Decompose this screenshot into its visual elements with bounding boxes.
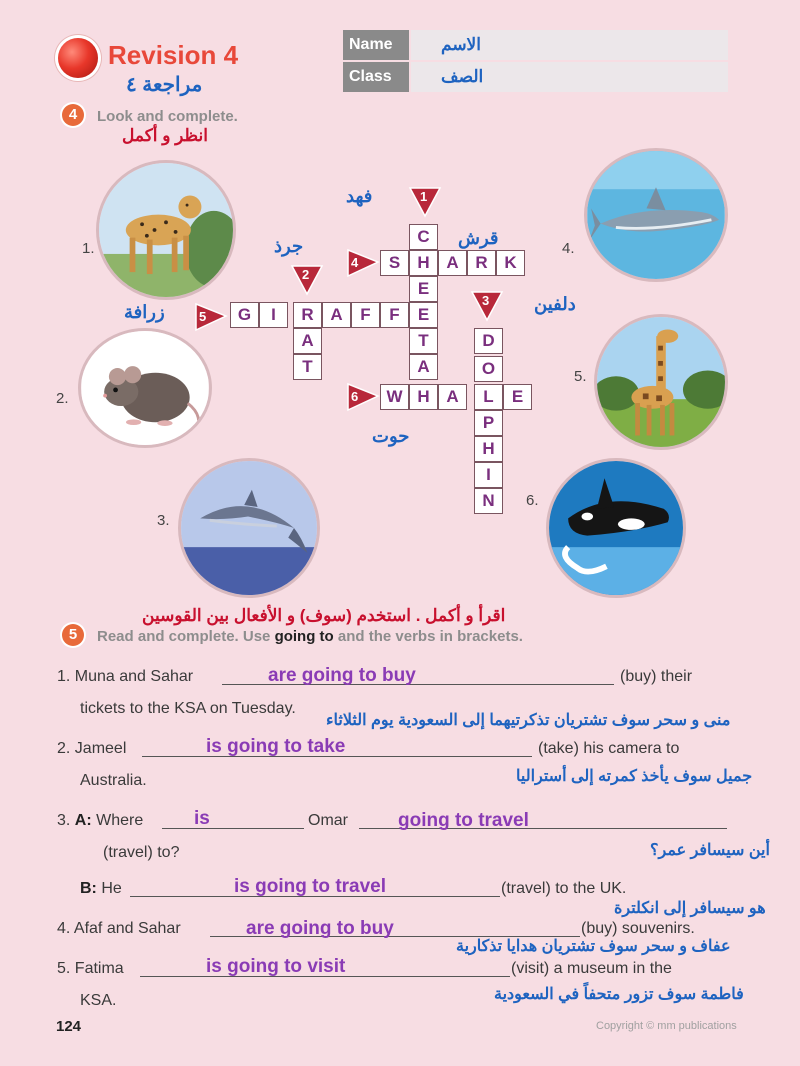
item-2-tail: (take) his camera to: [538, 740, 680, 757]
instruction-pre: Read and complete. Use: [97, 628, 275, 645]
instruction-post: and the verbs in brackets.: [333, 628, 523, 645]
grid-cell[interactable]: T: [293, 354, 322, 380]
label-giraffe-arabic: زرافة: [124, 302, 165, 322]
grid-cell[interactable]: E: [503, 384, 532, 410]
item-5-lead: 5. Fatima: [57, 960, 124, 977]
item-4-lead: 4. Afaf and Sahar: [57, 920, 181, 937]
grid-cell[interactable]: A: [438, 384, 467, 410]
grid-cell[interactable]: G: [230, 302, 259, 328]
cheetah-picture: [96, 160, 236, 300]
item-3b-tail: (travel) to the UK.: [501, 880, 627, 897]
grid-cell[interactable]: A: [438, 250, 467, 276]
grid-cell[interactable]: N: [474, 488, 503, 514]
grid-cell[interactable]: E: [409, 276, 438, 302]
item-2-lead: 2. Jameel: [57, 740, 127, 757]
rat-icon: [81, 331, 209, 445]
item-3a-translation: أين سيسافر عمر؟: [650, 842, 770, 859]
class-label: Class: [343, 62, 409, 92]
item-3a-answer-1[interactable]: is: [194, 808, 210, 829]
exercise-5-instruction-arabic: اقرأ و أكمل . استخدم (سوف) و الأفعال بين القوسين: [142, 606, 506, 625]
page-number: 124: [56, 1018, 82, 1035]
exercise-4-instruction: Look and complete.: [97, 108, 238, 125]
grid-cell[interactable]: E: [409, 302, 438, 328]
grid-cell[interactable]: L: [474, 384, 503, 410]
item-3-speaker-a: A:: [74, 812, 92, 829]
dolphin-icon: [181, 461, 317, 595]
grid-cell[interactable]: W: [380, 384, 409, 410]
item-2-answer[interactable]: is going to take: [206, 736, 346, 757]
name-row: [343, 30, 728, 60]
item-1-answer[interactable]: are going to buy: [268, 665, 416, 686]
item-5-line2: KSA.: [80, 992, 117, 1009]
grid-cell[interactable]: I: [259, 302, 288, 328]
label-whale-arabic: حوت: [372, 426, 410, 446]
grid-cell[interactable]: R: [467, 250, 496, 276]
picture-number-3: 3.: [157, 512, 170, 529]
picture-number-6: 6.: [526, 492, 539, 509]
item-5-answer[interactable]: is going to visit: [206, 956, 346, 977]
giraffe-icon: [597, 317, 725, 447]
item-4-translation: عفاف و سحر سوف تشتريان هدايا تذكارية: [456, 938, 731, 955]
clue-number-6: 6: [351, 389, 359, 404]
grid-cell[interactable]: K: [496, 250, 525, 276]
grid-cell[interactable]: O: [474, 356, 503, 382]
instruction-bold: going to: [274, 628, 334, 645]
giraffe-picture: [594, 314, 728, 450]
item-3b-answer[interactable]: is going to travel: [234, 876, 387, 897]
shark-picture: [584, 148, 728, 282]
clue-number-5: 5: [199, 309, 207, 324]
shark-icon: [587, 151, 725, 279]
exercise-5-instruction: [97, 628, 523, 645]
grid-cell[interactable]: H: [409, 250, 438, 276]
picture-number-1: 1.: [82, 240, 95, 257]
item-3-where: Where: [96, 812, 144, 829]
item-3a-line2: (travel) to?: [103, 844, 180, 861]
picture-number-4: 4.: [562, 240, 575, 257]
clue-number-1: 1: [420, 189, 428, 204]
label-cheetah-arabic: فهد: [346, 186, 373, 206]
item-1-line2: tickets to the KSA on Tuesday.: [80, 700, 296, 717]
grid-cell[interactable]: H: [474, 436, 503, 462]
item-3b-he: He: [101, 880, 122, 897]
picture-number-2: 2.: [56, 390, 69, 407]
rat-picture: [78, 328, 212, 448]
name-class-box: [343, 30, 728, 94]
item-3a-mid: Omar: [308, 812, 348, 829]
grid-cell[interactable]: R: [293, 302, 322, 328]
grid-cell[interactable]: T: [409, 328, 438, 354]
grid-cell[interactable]: P: [474, 410, 503, 436]
cheetah-icon: [99, 163, 233, 297]
item-3-lead: [57, 812, 143, 830]
name-label: Name: [343, 30, 409, 60]
clue-number-2: 2: [302, 267, 310, 282]
exercise-5-badge: 5: [62, 624, 84, 646]
label-shark-arabic: قرش: [458, 228, 499, 248]
whale-picture: [546, 458, 686, 598]
label-rat-arabic: جرذ: [274, 236, 304, 256]
grid-cell[interactable]: I: [474, 462, 503, 488]
grid-cell[interactable]: F: [380, 302, 409, 328]
grid-cell[interactable]: H: [409, 384, 438, 410]
exercise-4-instruction-arabic: انظر و أكمل: [122, 126, 208, 145]
whale-icon: [549, 461, 683, 595]
dolphin-picture: [178, 458, 320, 598]
grid-cell[interactable]: F: [351, 302, 380, 328]
item-2-line2: Australia.: [80, 772, 147, 789]
item-1-lead: 1. Muna and Sahar: [57, 668, 194, 685]
item-2-translation: جميل سوف يأخذ كمرته إلى أستراليا: [516, 768, 753, 785]
item-3-number: 3.: [57, 812, 71, 829]
revision-ball-icon: [58, 38, 98, 78]
item-1-tail: (buy) their: [620, 668, 693, 685]
clue-number-4: 4: [351, 255, 359, 270]
picture-number-5: 5.: [574, 368, 587, 385]
copyright-notice: Copyright © mm publications: [596, 1020, 737, 1032]
page-title-arabic: مراجعة ٤: [126, 74, 203, 96]
item-4-answer[interactable]: are going to buy: [246, 918, 394, 939]
item-3b-lead: [80, 880, 122, 898]
grid-cell[interactable]: D: [474, 328, 503, 354]
grid-cell[interactable]: A: [322, 302, 351, 328]
item-1-translation: منى و سحر سوف تشتريان تذكرتيهما إلى السعودية يوم الثلاثاء: [326, 712, 731, 729]
item-3b-speaker: B:: [80, 880, 97, 897]
grid-cell[interactable]: C: [409, 224, 438, 250]
item-4-tail: (buy) souvenirs.: [581, 920, 695, 937]
class-field[interactable]: الصف: [411, 62, 728, 92]
name-field[interactable]: الاسم: [411, 30, 728, 60]
item-3a-blank-1[interactable]: [162, 828, 304, 829]
grid-cell[interactable]: A: [293, 328, 322, 354]
clue-number-3: 3: [482, 293, 490, 308]
exercise-4-badge: 4: [62, 104, 84, 126]
item-5-translation: فاطمة سوف تزور متحفاً في السعودية: [494, 986, 744, 1003]
item-3a-answer-2[interactable]: going to travel: [398, 810, 529, 831]
item-5-tail: (visit) a museum in the: [511, 960, 672, 977]
class-row: [343, 62, 728, 92]
label-dolphin-arabic: دلفين: [534, 294, 576, 314]
item-3b-translation: هو سيسافر إلى انكلترة: [614, 900, 766, 917]
page-title: Revision 4: [108, 40, 239, 70]
grid-cell[interactable]: S: [380, 250, 409, 276]
grid-cell[interactable]: A: [409, 354, 438, 380]
